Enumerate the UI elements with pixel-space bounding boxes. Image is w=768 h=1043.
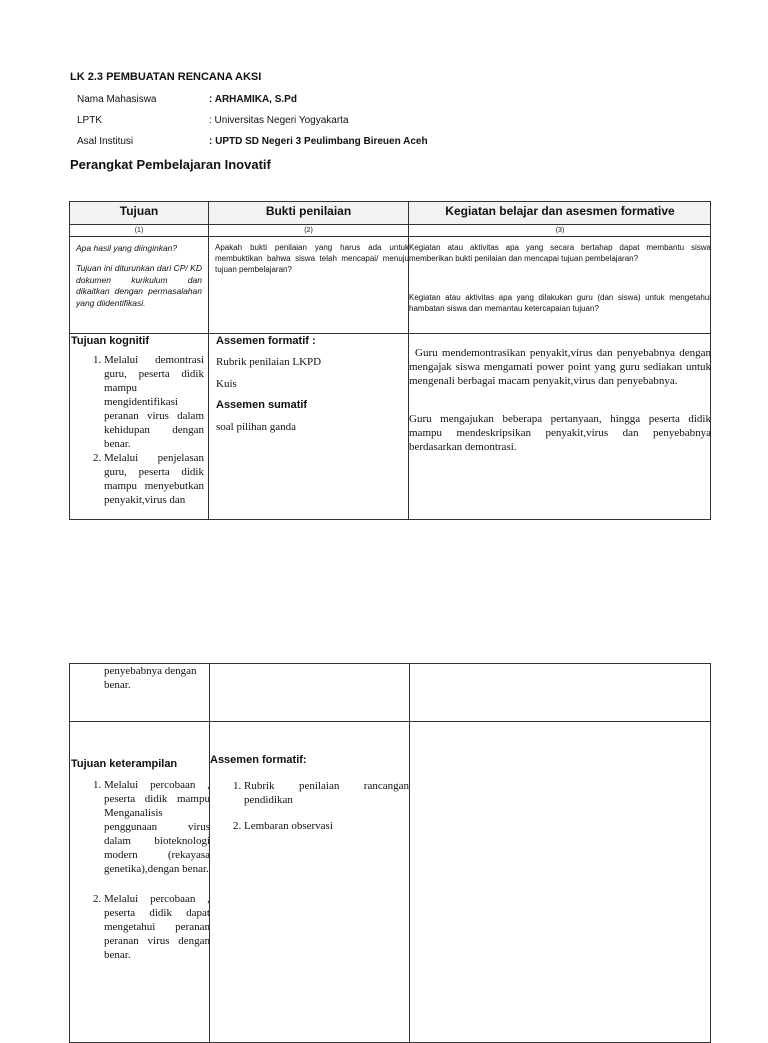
guide-bukti-penilaian: Apakah bukti penilaian yang harus ada untuk membuktikan bahwa siswa telah mencapai/ menuju tujuan pembelajaran? (215, 243, 409, 274)
formatif-item-kuis: Kuis (216, 378, 237, 390)
formatif-item-rubrik: Rubrik penilaian LKPD (216, 356, 322, 368)
guide-tujuan-question: Apa hasil yang diinginkan? (76, 243, 178, 253)
section-title: Perangkat Pembelajaran Inovatif (70, 157, 271, 172)
column-number-1: (1) (134, 227, 144, 234)
tujuan-keterampilan-list (70, 778, 210, 962)
assemen-formatif-keterampilan-list (210, 779, 409, 833)
assemen-sumatif-title: Assemen sumatif (216, 399, 308, 411)
list-item: 2. Melalui penjelasan guru, peserta didik mampu menyebutkan penyakit,virus dan (104, 451, 204, 507)
list-item: 1. Melalui demontrasi guru, peserta didik mampu mengidentifikasi peranan virus dalam kehidupan dengan benar. (104, 353, 204, 451)
list-item: 1. Melalui percobaan , peserta didik mampu Menganalisis penggunaan virus dalam bioteknologi modern (rekayasa genetika),dengan benar. (104, 778, 210, 876)
guide-tujuan-description: Tujuan ini diturunkan dari CP/ KD dokumen kurikulum dan dikaitkan dengan permasalahan yang diidentifikasi. (76, 263, 202, 308)
action-plan-table-part1 (69, 201, 711, 520)
info-value-institusi: : UPTD SD Negeri 3 Peulimbang Bireuen Aceh (209, 136, 428, 147)
list-item: 2. Lembaran observasi (244, 819, 409, 833)
guide-kegiatan-a: Kegiatan atau aktivitas apa yang secara bertahap dapat membantu siswa memberikan bukti penilaian dan mencapai tujuan pembelajaran? (409, 243, 711, 263)
info-value-lptk: : Universitas Negeri Yogyakarta (209, 115, 349, 126)
list-item: 1. Rubrik penilaian rancangan pendidikan (244, 779, 409, 807)
tujuan-keterampilan-title: Tujuan keterampilan (71, 758, 178, 770)
header-kegiatan-belajar: Kegiatan belajar dan asesmen formative (445, 204, 675, 218)
document-title: LK 2.3 PEMBUATAN RENCANA AKSI (70, 71, 262, 83)
info-label-lptk: LPTK (77, 115, 103, 126)
column-number-2: (2) (304, 227, 313, 234)
action-plan-table-part2 (69, 663, 711, 1043)
tujuan-kognitif-list (70, 353, 204, 507)
header-bukti-penilaian: Bukti penilaian (265, 204, 352, 218)
assemen-formatif-title: Assemen formatif : (216, 335, 316, 347)
tujuan-kognitif-title: Tujuan kognitif (71, 335, 150, 347)
tujuan-kognitif-continuation: penyebabnya dengan benar. (104, 665, 197, 691)
sumatif-item-pg: soal pilihan ganda (216, 421, 297, 433)
info-value-nama: : ARHAMIKA, S.Pd (209, 94, 297, 105)
list-item: 2. Melalui percobaan , peserta didik dapat mengetahui peranan peranan virus dengan benar. (104, 892, 210, 962)
kegiatan-kognitif-1: Guru mendemontrasikan penyakit,virus dan penyebabnya dengan mengajak siswa mengamati power point yang guru sediakan untuk mengenali berbagai macam penyakit,virus dan penyebabnya. (409, 347, 711, 387)
header-tujuan: Tujuan (119, 204, 159, 218)
info-label-nama: Nama Mahasiswa (77, 94, 157, 105)
kegiatan-kognitif-2: Guru mengajukan beberapa pertanyaan, hingga peserta didik mampu mendeskripsikan penyakit,virus dan penyebabnya berdasarkan demontrasi. (409, 413, 711, 453)
guide-kegiatan-b: Kegiatan atau aktivitas apa yang dilakukan guru (dan siswa) untuk mengetahui hambatan siswa dan memantau ketercapaian tujuan? (409, 293, 711, 313)
column-number-3: (3) (555, 227, 565, 234)
info-label-institusi: Asal Institusi (77, 136, 134, 147)
assemen-formatif-keterampilan-title: Assemen formatif: (210, 754, 307, 766)
